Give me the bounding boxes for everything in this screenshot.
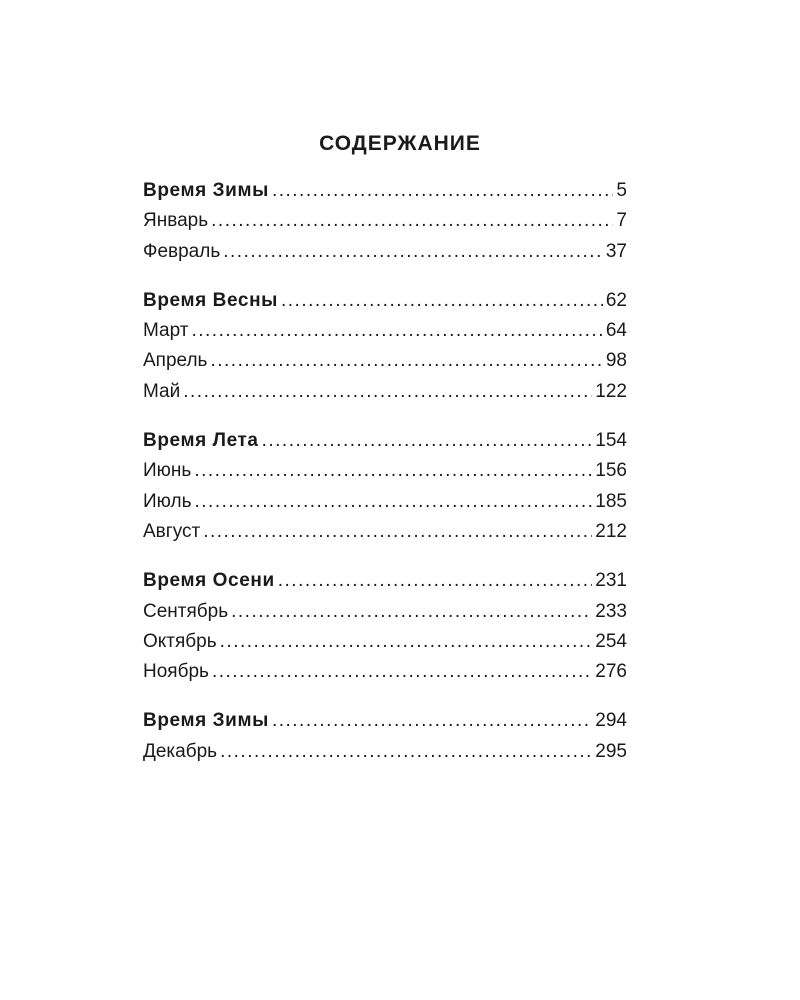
- page-number: 276: [595, 661, 627, 683]
- toc-entry-label: Октябрь: [143, 630, 217, 652]
- page-number: 185: [595, 490, 627, 512]
- toc-entry[interactable]: [143, 627, 627, 657]
- toc-section-autumn: [143, 566, 627, 687]
- page-number: 64: [605, 320, 627, 342]
- page-number: 98: [605, 350, 627, 372]
- toc-entry-label: Январь: [143, 210, 209, 232]
- toc-entry-label: Март: [143, 320, 189, 342]
- toc-entry[interactable]: [143, 206, 627, 236]
- dot-leader: [220, 627, 593, 657]
- page-number: 37: [605, 240, 627, 262]
- toc-entry[interactable]: [143, 346, 627, 376]
- toc-entry-label: Август: [143, 520, 201, 542]
- toc-entry-label: Ноябрь: [143, 661, 209, 683]
- toc-entry[interactable]: [143, 517, 627, 547]
- dot-leader: [220, 737, 592, 767]
- dot-leader: [203, 517, 592, 547]
- toc-section-winter: [143, 176, 627, 267]
- toc-entry[interactable]: [143, 597, 627, 627]
- page-number: 294: [595, 710, 627, 732]
- toc-heading[interactable]: [143, 176, 627, 206]
- toc-entry[interactable]: [143, 316, 627, 346]
- page-number: 231: [595, 570, 627, 592]
- dot-leader: [191, 316, 602, 346]
- toc-heading-label: Время Зимы: [143, 710, 269, 732]
- dot-leader: [281, 286, 603, 316]
- toc-section-summer: [143, 426, 627, 547]
- toc-entry[interactable]: [143, 377, 627, 407]
- dot-leader: [210, 346, 602, 376]
- dot-leader: [262, 426, 593, 456]
- page-number: 7: [616, 210, 627, 232]
- toc-entry[interactable]: [143, 456, 627, 486]
- dot-leader: [194, 456, 592, 486]
- page-number: 156: [595, 460, 627, 482]
- dot-leader: [278, 566, 593, 596]
- toc-heading-label: Время Лета: [143, 430, 259, 452]
- toc-heading-label: Время Весны: [143, 289, 278, 311]
- toc-entry[interactable]: [143, 657, 627, 687]
- toc-entry-label: Декабрь: [143, 740, 218, 762]
- toc-entry-label: Сентябрь: [143, 600, 229, 622]
- toc-entry-label: Февраль: [143, 240, 221, 262]
- toc-entry[interactable]: [143, 487, 627, 517]
- toc-entry[interactable]: [143, 737, 627, 767]
- page-number: 295: [595, 740, 627, 762]
- toc-entry[interactable]: [143, 237, 627, 267]
- dot-leader: [194, 487, 592, 517]
- toc-section-winter-end: [143, 706, 627, 767]
- toc-heading-label: Время Осени: [143, 570, 275, 592]
- dot-leader: [223, 237, 603, 267]
- page-number: 233: [595, 600, 627, 622]
- toc-heading[interactable]: [143, 566, 627, 596]
- page-number: 254: [595, 630, 627, 652]
- dot-leader: [212, 657, 592, 687]
- page-number: 62: [605, 289, 627, 311]
- toc-heading-label: Время Зимы: [143, 180, 269, 201]
- toc-entry-label: Апрель: [143, 350, 208, 372]
- table-of-contents: [143, 176, 627, 786]
- page-number: 122: [595, 380, 627, 402]
- toc-entry-label: Июль: [143, 490, 192, 512]
- toc-entry-label: Июнь: [143, 460, 192, 482]
- toc-heading[interactable]: [143, 286, 627, 316]
- toc-section-spring: [143, 286, 627, 407]
- page-number: 5: [616, 180, 627, 201]
- dot-leader: [272, 176, 613, 206]
- toc-entry-label: Май: [143, 380, 181, 402]
- page-title: СОДЕРЖАНИЕ: [319, 132, 481, 155]
- page-number: 212: [595, 520, 627, 542]
- dot-leader: [231, 597, 592, 627]
- dot-leader: [272, 706, 592, 736]
- toc-heading[interactable]: [143, 426, 627, 456]
- page-number: 154: [595, 430, 627, 452]
- dot-leader: [211, 206, 613, 236]
- toc-heading[interactable]: [143, 706, 627, 736]
- dot-leader: [183, 377, 592, 407]
